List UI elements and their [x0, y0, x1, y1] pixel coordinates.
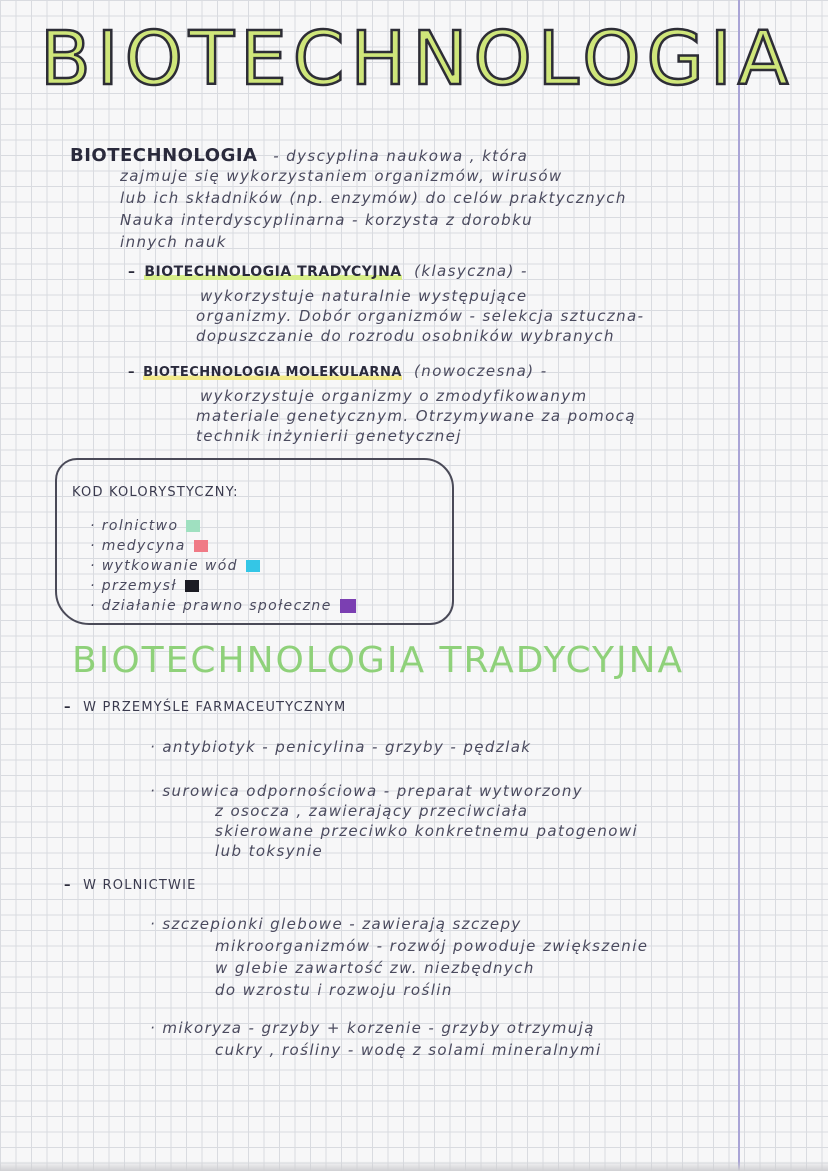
- type-molecular-line-2: materiale genetycznym. Otrzymywane za pomocą: [196, 407, 636, 425]
- page-edge-shadow: [0, 1161, 828, 1171]
- pharma-item-1-text: antybiotyk - penicylina - grzyby - pędzlak: [162, 738, 532, 756]
- color-code-label: działanie prawno społeczne: [101, 598, 332, 614]
- page-title: BIOTECHNOLOGIA: [40, 16, 795, 102]
- type-molecular-term: BIOTECHNOLOGIA MOLEKULARNA: [143, 365, 402, 380]
- type-molecular-line-3: technik inżynierii genetycznej: [196, 427, 462, 445]
- agriculture-item-2-line-1: · mikoryza - grzyby + korzenie - grzyby otrzymują: [150, 1019, 595, 1037]
- color-code-heading: KOD KOLORYSTYCZNY:: [72, 485, 239, 500]
- pharma-item-2-line-3: skierowane przeciwko konkretnemu patogenowi: [215, 822, 639, 840]
- type-traditional-line-1: wykorzystuje naturalnie występujące: [200, 287, 528, 305]
- agriculture-item-1-line-3: w glebie zawartość zw. niezbędnych: [215, 959, 535, 977]
- type-molecular-suffix: (nowoczesna) -: [414, 362, 548, 380]
- color-code-label: medycyna: [101, 538, 186, 554]
- type-traditional-line-3: dopuszczanie do rozrodu osobników wybranych: [196, 327, 615, 345]
- definition-text-3: lub ich składników (np. enzymów) do celów praktycznych: [120, 189, 627, 207]
- definition-line-1: [70, 145, 528, 166]
- agriculture-item-1-line-1: · szczepionki glebowe - zawierają szczepy: [150, 915, 522, 933]
- pharma-heading-row: – W PRZEMYŚLE FARMACEUTYCZNYM: [64, 700, 347, 715]
- agriculture-item-1-line-2: mikroorganizmów - rozwój powoduje zwiększenie: [215, 937, 649, 955]
- section-title: BIOTECHNOLOGIA TRADYCYJNA: [72, 640, 685, 681]
- type-traditional-suffix: (klasyczna) -: [414, 262, 528, 280]
- definition-term: BIOTECHNOLOGIA: [70, 145, 258, 166]
- color-swatch: [246, 560, 260, 572]
- type-traditional-term: BIOTECHNOLOGIA TRADYCYJNA: [144, 264, 402, 280]
- definition-text-4: Nauka interdyscyplinarna - korzysta z dorobku: [120, 211, 534, 229]
- agriculture-item-2-text-1: mikoryza - grzyby + korzenie - grzyby otrzymują: [162, 1019, 595, 1037]
- agriculture-item-2-line-2: cukry , rośliny - wodę z solami mineralnymi: [215, 1041, 602, 1059]
- pharma-heading: W PRZEMYŚLE FARMACEUTYCZNYM: [83, 700, 347, 715]
- color-swatch: [186, 520, 200, 532]
- type-traditional-line-2: organizmy. Dobór organizmów - selekcja sztuczna-: [196, 307, 645, 325]
- definition-text-1: - dyscyplina naukowa , która: [273, 147, 529, 165]
- agriculture-item-1-line-4: do wzrostu i rozwoju roślin: [215, 981, 453, 999]
- color-code-item-legal: · działanie prawno społeczne: [90, 598, 356, 614]
- color-swatch: [194, 540, 208, 552]
- color-code-label: wytkowanie wód: [101, 558, 238, 574]
- color-code-label: przemysł: [101, 578, 177, 594]
- color-swatch: [340, 599, 356, 613]
- type-molecular-line-1: wykorzystuje organizmy o zmodyfikowanym: [200, 387, 588, 405]
- pharma-item-2-line-1: · surowica odpornościowa - preparat wytworzony: [150, 782, 584, 800]
- pharma-item-2-text-1: surowica odpornościowa - preparat wytworzony: [162, 782, 584, 800]
- type-molecular-header: – BIOTECHNOLOGIA MOLEKULARNA (nowoczesna) -: [128, 362, 548, 380]
- agriculture-heading: W ROLNICTWIE: [83, 878, 197, 893]
- definition-text-5: innych nauk: [120, 233, 227, 251]
- color-code-item-industry: · przemysł: [90, 578, 199, 594]
- color-code-item-water: · wytkowanie wód: [90, 558, 260, 574]
- definition-text-2: zajmuje się wykorzystaniem organizmów, wirusów: [120, 167, 563, 185]
- color-code-item-agriculture: · rolnictwo: [90, 518, 200, 534]
- agriculture-heading-row: – W ROLNICTWIE: [64, 878, 197, 893]
- type-traditional-header: – BIOTECHNOLOGIA TRADYCYJNA (klasyczna) -: [128, 262, 528, 280]
- color-swatch: [185, 580, 199, 592]
- pharma-item-2-line-4: lub toksynie: [215, 842, 324, 860]
- color-code-label: rolnictwo: [101, 518, 179, 534]
- pharma-item-2-line-2: z osocza , zawierający przeciwciała: [215, 802, 529, 820]
- margin-line: [738, 0, 740, 1171]
- pharma-item-1: · antybiotyk - penicylina - grzyby - pędzlak: [150, 738, 532, 756]
- color-code-item-medicine: · medycyna: [90, 538, 208, 554]
- agriculture-item-1-text-1: szczepionki glebowe - zawierają szczepy: [162, 915, 522, 933]
